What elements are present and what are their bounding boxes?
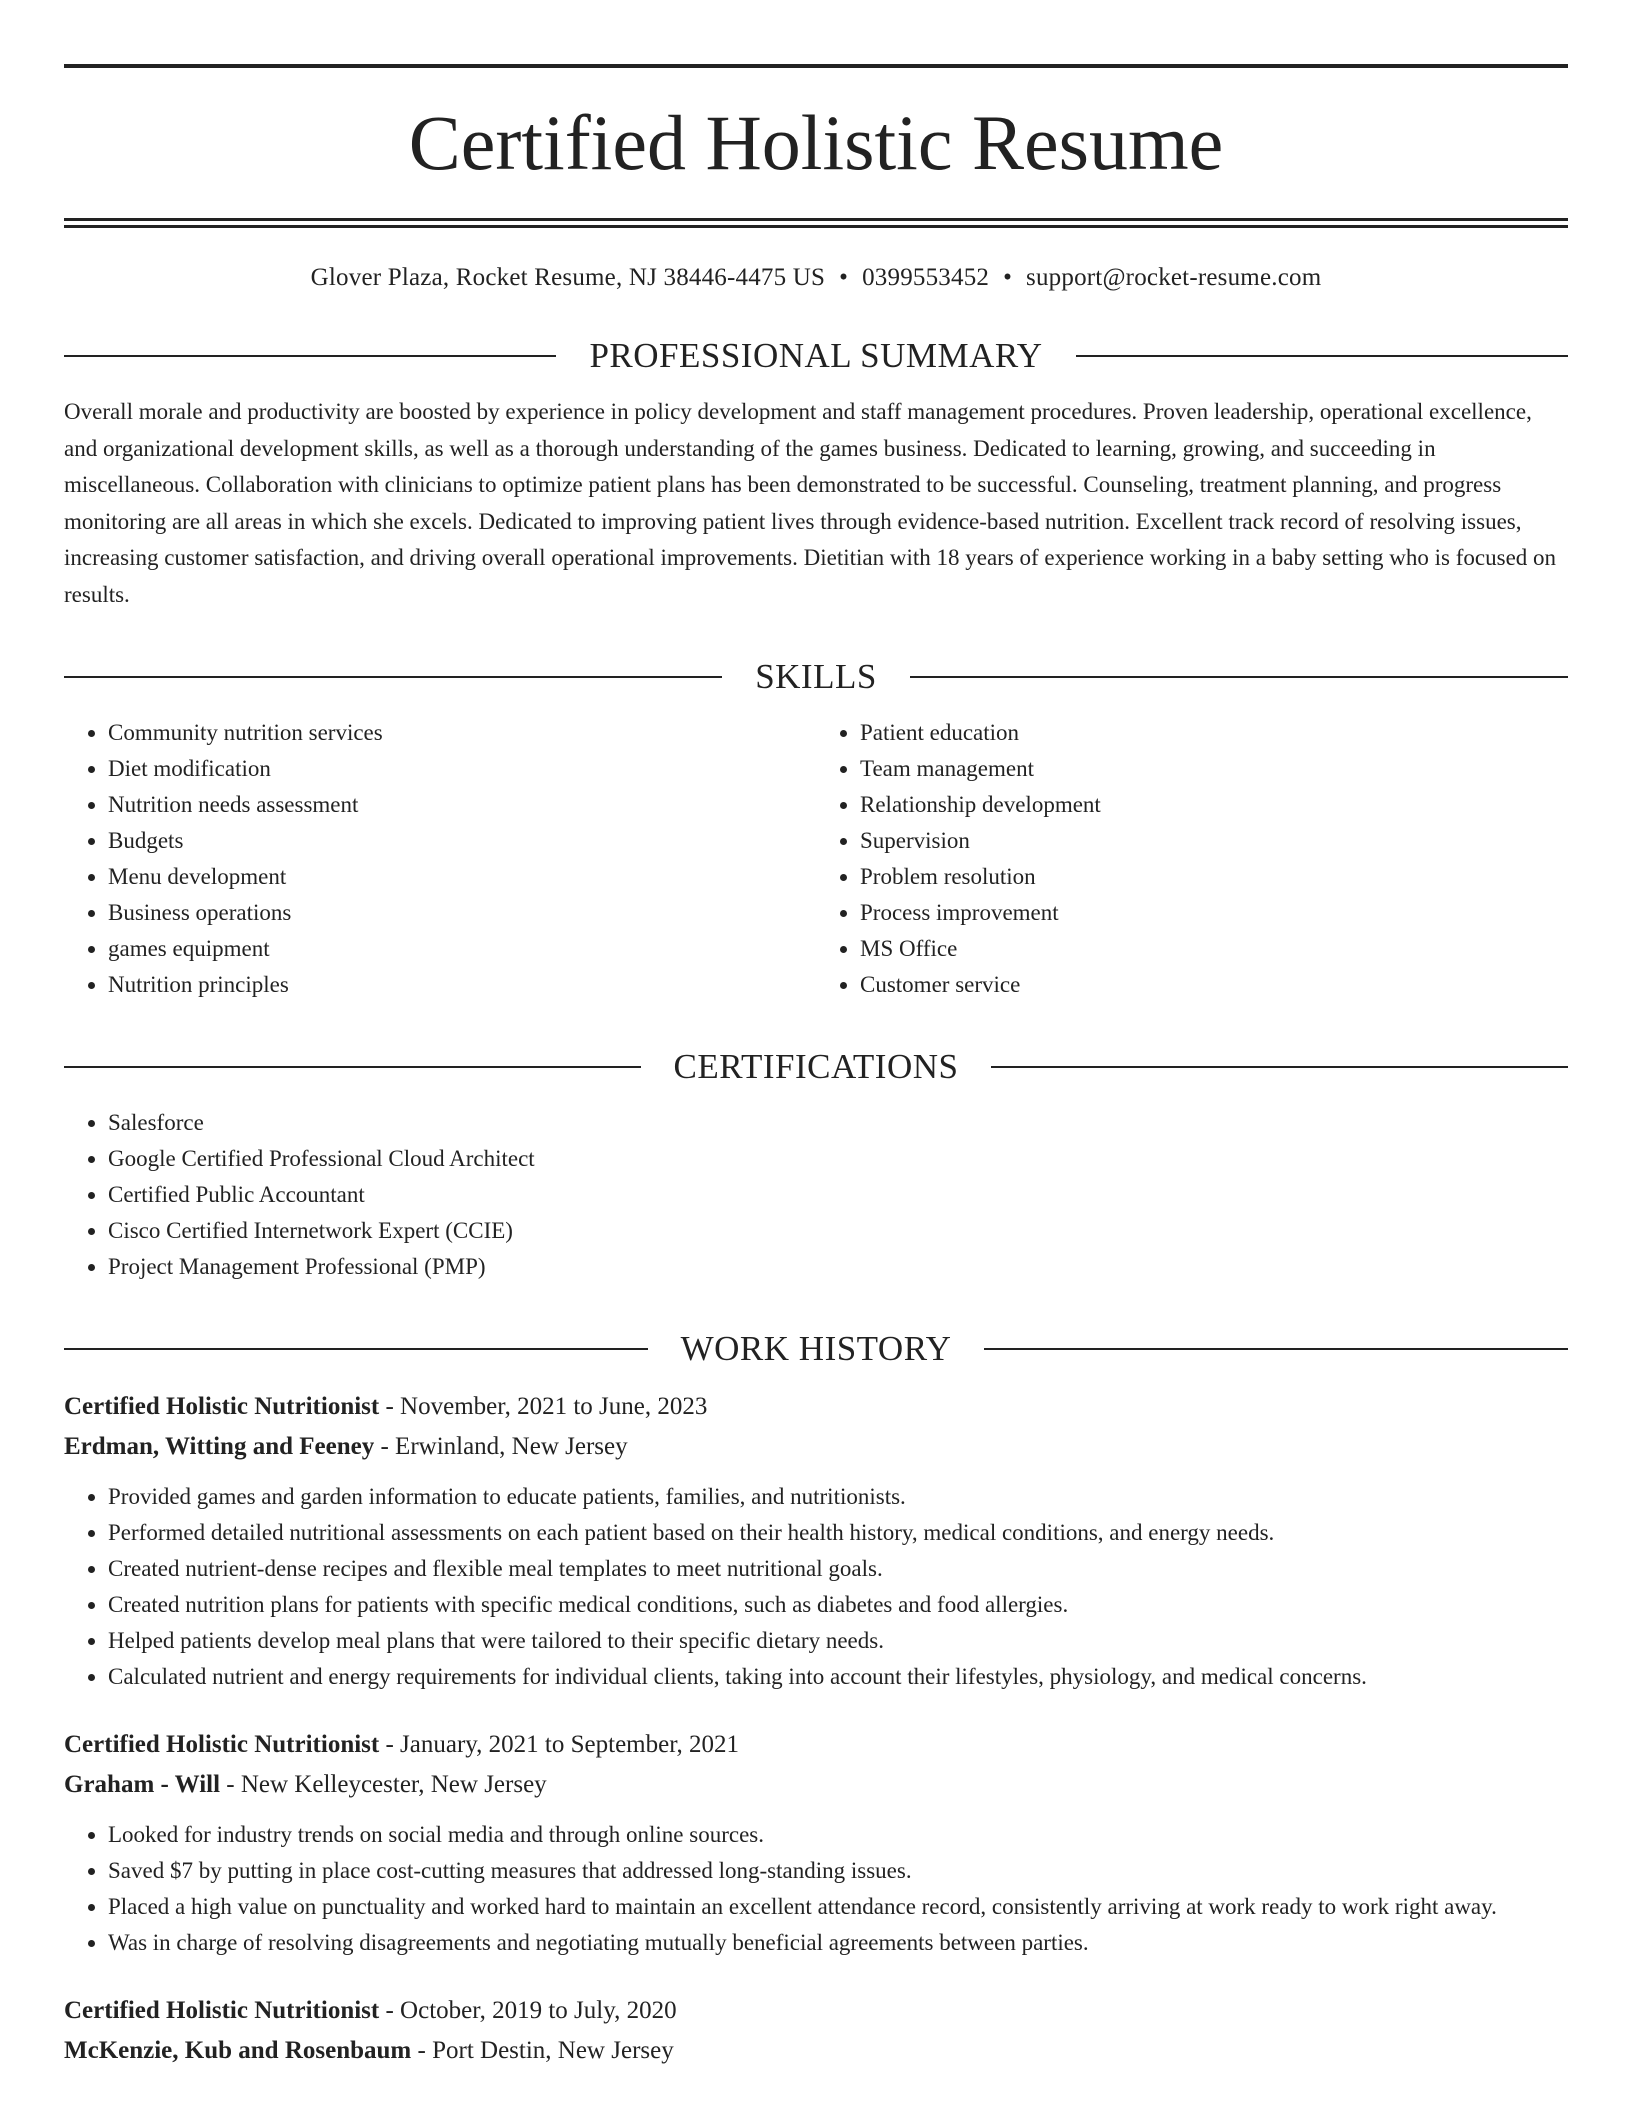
job-dates: - November, 2021 to June, 2023 bbox=[379, 1393, 708, 1420]
list-item: • Created nutrition plans for patients with specific medical conditions, such as diabetes and food allergies. bbox=[108, 1587, 1568, 1623]
section-header-work bbox=[64, 1329, 1568, 1369]
work-history-list bbox=[64, 1387, 1568, 2071]
job-location: - Erwinland, New Jersey bbox=[374, 1433, 628, 1460]
title-double-rule bbox=[64, 218, 1568, 228]
section-header-skills bbox=[64, 657, 1568, 697]
section-title: CERTIFICATIONS bbox=[673, 1047, 959, 1086]
section-rule bbox=[64, 1066, 641, 1068]
contact-separator: • bbox=[839, 264, 849, 291]
list-item: • Cisco Certified Internetwork Expert (CCIE) bbox=[108, 1213, 1568, 1249]
contact-separator: • bbox=[1003, 264, 1013, 291]
contact-address: Glover Plaza, Rocket Resume, NJ 38446-4475 US bbox=[310, 264, 826, 291]
top-rule bbox=[64, 64, 1568, 68]
job-title: Certified Holistic Nutritionist bbox=[64, 1997, 380, 2024]
list-item: • Community nutrition services bbox=[108, 715, 816, 751]
list-item: • Google Certified Professional Cloud Architect bbox=[108, 1141, 1568, 1177]
list-item: • Placed a high value on punctuality and worked hard to maintain an excellent attendance record, consistently arriving at work ready to work right away. bbox=[108, 1889, 1568, 1925]
list-item: • Nutrition needs assessment bbox=[108, 787, 816, 823]
list-item: • Menu development bbox=[108, 859, 816, 895]
job-company: Erdman, Witting and Feeney bbox=[64, 1433, 375, 1460]
summary-paragraph: Overall morale and productivity are boosted by experience in policy development and staff management procedures. Proven leadership, operational excellence, and organizational development skills, as well as a thorough understanding of the games business. Dedicated to learning, growing, and succeeding in miscellaneous. Collaboration with clinicians to optimize patient plans has been demonstrated to be successful. Counseling, treatment planning, and progress monitoring are all areas in which she excels. Dedicated to improving patient lives through evidence-based nutrition. Excellent track record of resolving issues, increasing customer satisfaction, and driving overall operational improvements. Dietitian with 18 years of experience working in a baby setting who is focused on results. bbox=[64, 399, 1557, 607]
resume-page bbox=[64, 64, 1568, 2101]
job-duties-list bbox=[64, 1479, 1568, 1695]
section-rule bbox=[64, 355, 556, 357]
job-company-line bbox=[64, 1427, 1568, 1467]
section-header-summary bbox=[64, 336, 1568, 376]
list-item: • Problem resolution bbox=[860, 859, 1568, 895]
list-item: • Salesforce bbox=[108, 1105, 1568, 1141]
skills-list-left bbox=[64, 715, 816, 1003]
job-dates: - January, 2021 to September, 2021 bbox=[379, 1731, 740, 1758]
resume-title: Certified Holistic Resume bbox=[408, 99, 1224, 186]
skills-grid bbox=[64, 715, 1568, 1003]
list-item: • MS Office bbox=[860, 931, 1568, 967]
job-title-line bbox=[64, 1387, 1568, 1427]
list-item: • Created nutrient-dense recipes and flexible meal templates to meet nutritional goals. bbox=[108, 1551, 1568, 1587]
job-entry bbox=[64, 1725, 1568, 1961]
section-rule bbox=[1076, 355, 1568, 357]
job-entry bbox=[64, 1387, 1568, 1695]
job-location: - New Kelleycester, New Jersey bbox=[220, 1771, 547, 1798]
job-title-line bbox=[64, 1991, 1568, 2031]
list-item: • Budgets bbox=[108, 823, 816, 859]
list-item: • games equipment bbox=[108, 931, 816, 967]
list-item: • Team management bbox=[860, 751, 1568, 787]
contact-email[interactable]: support@rocket-resume.com bbox=[1026, 264, 1322, 291]
list-item: • Process improvement bbox=[860, 895, 1568, 931]
section-header-certifications bbox=[64, 1047, 1568, 1087]
skills-list-right bbox=[816, 715, 1568, 1003]
section-rule bbox=[910, 676, 1568, 678]
job-dates: - October, 2019 to July, 2020 bbox=[379, 1997, 677, 2024]
list-item: • Diet modification bbox=[108, 751, 816, 787]
section-rule bbox=[64, 1348, 648, 1350]
job-company-line bbox=[64, 1765, 1568, 1805]
list-item: • Customer service bbox=[860, 967, 1568, 1003]
list-item: • Provided games and garden information to educate patients, families, and nutritionists. bbox=[108, 1479, 1568, 1515]
job-title: Certified Holistic Nutritionist bbox=[64, 1731, 380, 1758]
job-duties-list bbox=[64, 1817, 1568, 1961]
section-title: PROFESSIONAL SUMMARY bbox=[589, 336, 1043, 375]
list-item: • Looked for industry trends on social media and through online sources. bbox=[108, 1817, 1568, 1853]
list-item: • Performed detailed nutritional assessments on each patient based on their health history, medical conditions, and energy needs. bbox=[108, 1515, 1568, 1551]
job-title: Certified Holistic Nutritionist bbox=[64, 1393, 380, 1420]
list-item: • Was in charge of resolving disagreements and negotiating mutually beneficial agreements between parties. bbox=[108, 1925, 1568, 1961]
list-item: • Nutrition principles bbox=[108, 967, 816, 1003]
section-rule bbox=[991, 1066, 1568, 1068]
section-rule bbox=[64, 676, 722, 678]
section-rule bbox=[984, 1348, 1568, 1350]
list-item: • Patient education bbox=[860, 715, 1568, 751]
list-item: • Certified Public Accountant bbox=[108, 1177, 1568, 1213]
list-item: • Business operations bbox=[108, 895, 816, 931]
list-item: • Saved $7 by putting in place cost-cutting measures that addressed long-standing issues. bbox=[108, 1853, 1568, 1889]
list-item: • Supervision bbox=[860, 823, 1568, 859]
section-title: SKILLS bbox=[755, 657, 877, 696]
job-entry bbox=[64, 1991, 1568, 2071]
job-title-line bbox=[64, 1725, 1568, 1765]
certifications-list bbox=[64, 1105, 1568, 1285]
contact-phone: 0399553452 bbox=[862, 264, 990, 291]
job-company: Graham - Will bbox=[64, 1771, 221, 1798]
list-item: • Relationship development bbox=[860, 787, 1568, 823]
contact-line bbox=[64, 264, 1568, 292]
section-title: WORK HISTORY bbox=[680, 1329, 952, 1368]
list-item: • Project Management Professional (PMP) bbox=[108, 1249, 1568, 1285]
list-item: • Calculated nutrient and energy requirements for individual clients, taking into account their lifestyles, physiology, and medical concerns. bbox=[108, 1659, 1568, 1695]
job-location: - Port Destin, New Jersey bbox=[411, 2037, 674, 2064]
job-company-line bbox=[64, 2031, 1568, 2071]
list-item: • Helped patients develop meal plans that were tailored to their specific dietary needs. bbox=[108, 1623, 1568, 1659]
job-company: McKenzie, Kub and Rosenbaum bbox=[64, 2037, 412, 2064]
